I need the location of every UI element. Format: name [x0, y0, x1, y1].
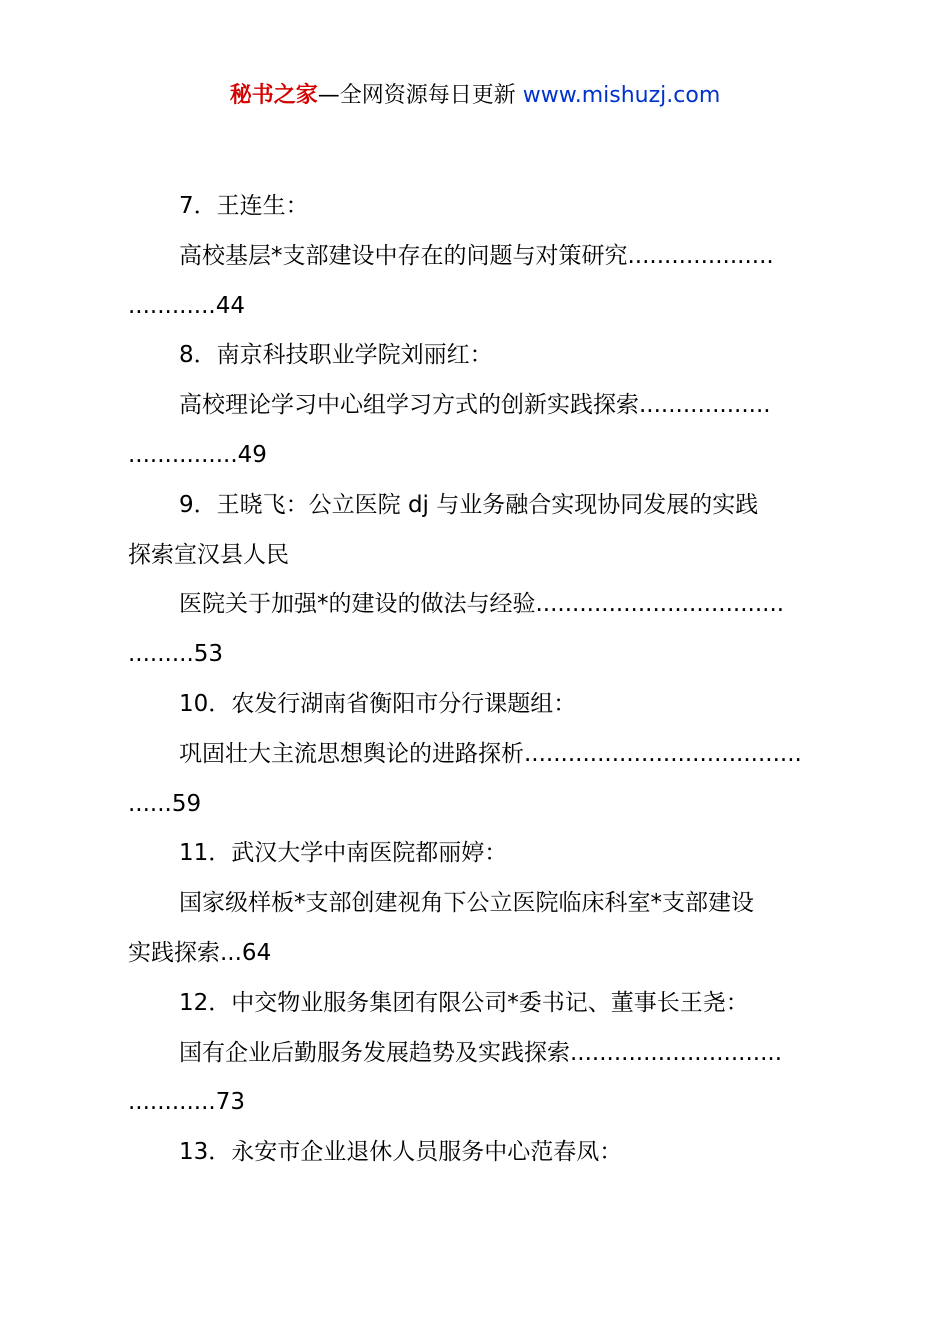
- toc-line: 国有企业后勤服务发展趋势及实践探索.............................: [179, 1039, 783, 1066]
- header-tagline: —全网资源每日更新: [317, 83, 516, 108]
- toc-line: 12．中交物业服务集团有限公司*委书记、董事长王尧：: [179, 989, 749, 1016]
- toc-content: [128, 182, 834, 1178]
- toc-line: 7．王连生：: [179, 193, 309, 219]
- toc-line: .........53: [128, 641, 224, 668]
- toc-line: 13．永安市企业退休人员服务中心范春凤：: [179, 1139, 623, 1166]
- toc-line: 9．王晓飞：公立医院 dj 与业务融合实现协同发展的实践: [179, 491, 759, 518]
- header-url[interactable]: www.mishuzj.com: [522, 83, 721, 108]
- toc-line: 国家级样板*支部创建视角下公立医院临床科室*支部建设: [179, 890, 754, 917]
- toc-line: ............44: [128, 292, 245, 319]
- toc-line: ...............49: [128, 441, 267, 468]
- toc-line: 探索宣汉县人民: [128, 541, 289, 568]
- toc-line: 高校基层*支部建设中存在的问题与对策研究....................: [179, 242, 774, 269]
- toc-line: 11．武汉大学中南医院都丽婷：: [179, 840, 508, 867]
- page-header: [0, 80, 950, 112]
- toc-line: 10．农发行湖南省衡阳市分行课题组：: [179, 690, 577, 717]
- toc-line: ............73: [128, 1089, 245, 1116]
- toc-line: 巩固壮大主流思想舆论的进路探析......................................: [179, 740, 802, 767]
- toc-line: 医院关于加强*的建设的做法与经验..................................: [179, 591, 785, 618]
- toc-line: 高校理论学习中心组学习方式的创新实践探索..................: [179, 392, 771, 419]
- toc-line: 8．南京科技职业学院刘丽红：: [179, 342, 493, 369]
- toc-line: ......59: [128, 790, 202, 817]
- brand-name: 秘书之家: [229, 83, 318, 108]
- toc-line: 实践探索...64: [128, 939, 272, 966]
